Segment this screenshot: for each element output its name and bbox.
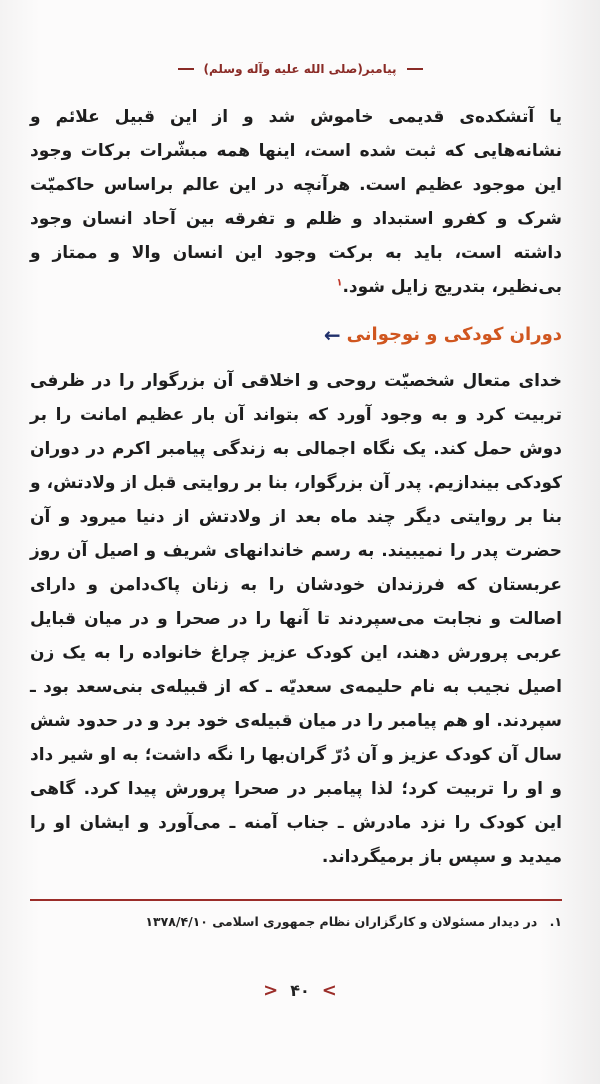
footnote-number: ۱. <box>549 914 562 929</box>
running-head-dash-left <box>178 68 194 70</box>
page-number-bracket-right: > <box>321 980 337 1001</box>
footnote-divider <box>30 899 562 901</box>
running-head-title: پیامبر(صلی الله علیه وآله وسلم) <box>203 62 397 76</box>
paragraph-2-text: خدای متعال شخصیّت روحی و اخلاقی آن بزرگوار را در ظرفی تربیت کرد و به وجود آورد که بتواند آن بار عظیم امانت را بر دوش حمل کند. یک نگاه اجمالی به زندگی پیامبر اکرم در دوران کودکی بیندازیم. پدر آن بزرگوار، بنا بر روایتی قبل از ولادتش، و بنا بر روایتی دیگر چند ماه بعد از ولادتش از دنیا میرود و آن حضرت پدر را نمیبیند. به رسم خاندانهای شریف و اصیل آن روز عربستان که فرزندان خودشان را به زنان پاک‌دامن و دارای اصالت و نجابت می‌سپردند تا آنها را در صحرا و در میان قبایل عربی پرورش دهند، این کودک عزیز چراغ خانواده را به یک زن اصیل نجیب به نام حلیمه‌ی سعدیّه ـ که از قبیله‌ی بنی‌سعد بود ـ سپردند. او هم پیامبر را در میان قبیله‌ی خود برد و در حدود شش سال آن کودک عزیز و آن دُرّ گران‌بها را نگه داشت؛ به او شیر داد و او را تربیت کرد؛ لذا پیامبر در صحرا پرورش پیدا کرد. گاهی این کودک را نزد مادرش ـ جناب آمنه ـ می‌آورد و ایشان او را میدید و سپس باز برمیگرداند. <box>30 371 562 867</box>
paragraph-2 <box>30 364 562 874</box>
running-head <box>150 54 450 84</box>
section-heading-title: دوران کودکی و نوجوانی <box>346 324 562 345</box>
arrow-left-icon: ← <box>323 322 341 347</box>
footnote-text: در دیدار مسئولان و کارگزاران نظام جمهوری اسلامی ۱۳۷۸/۴/۱۰ <box>145 914 538 929</box>
section-heading <box>324 324 562 345</box>
page-number-value: ۴۰ <box>290 981 310 1000</box>
footnote-reference: ۱ <box>336 277 343 289</box>
paragraph-1-text: یا آتشکده‌ی قدیمی خاموش شد و از این قبیل علائم و نشانه‌هایی که ثبت شده است، اینها همه مبشّرات برکات وجود این موجود عظیم است. هرآنچه در این عالم براساس حاکمیّت شرک و کفرو استبداد و ظلم و تفرقه بین آحاد انسان وجود داشته است، باید به برکت وجود این انسان والا و ممتاز و بی‌نظیر، بتدریج زایل شود. <box>30 107 562 297</box>
page-number <box>0 980 600 1001</box>
paragraph-1 <box>30 100 562 304</box>
running-head-dash-right <box>407 68 423 70</box>
page-number-bracket-left: < <box>263 980 279 1001</box>
footnote <box>30 914 562 929</box>
